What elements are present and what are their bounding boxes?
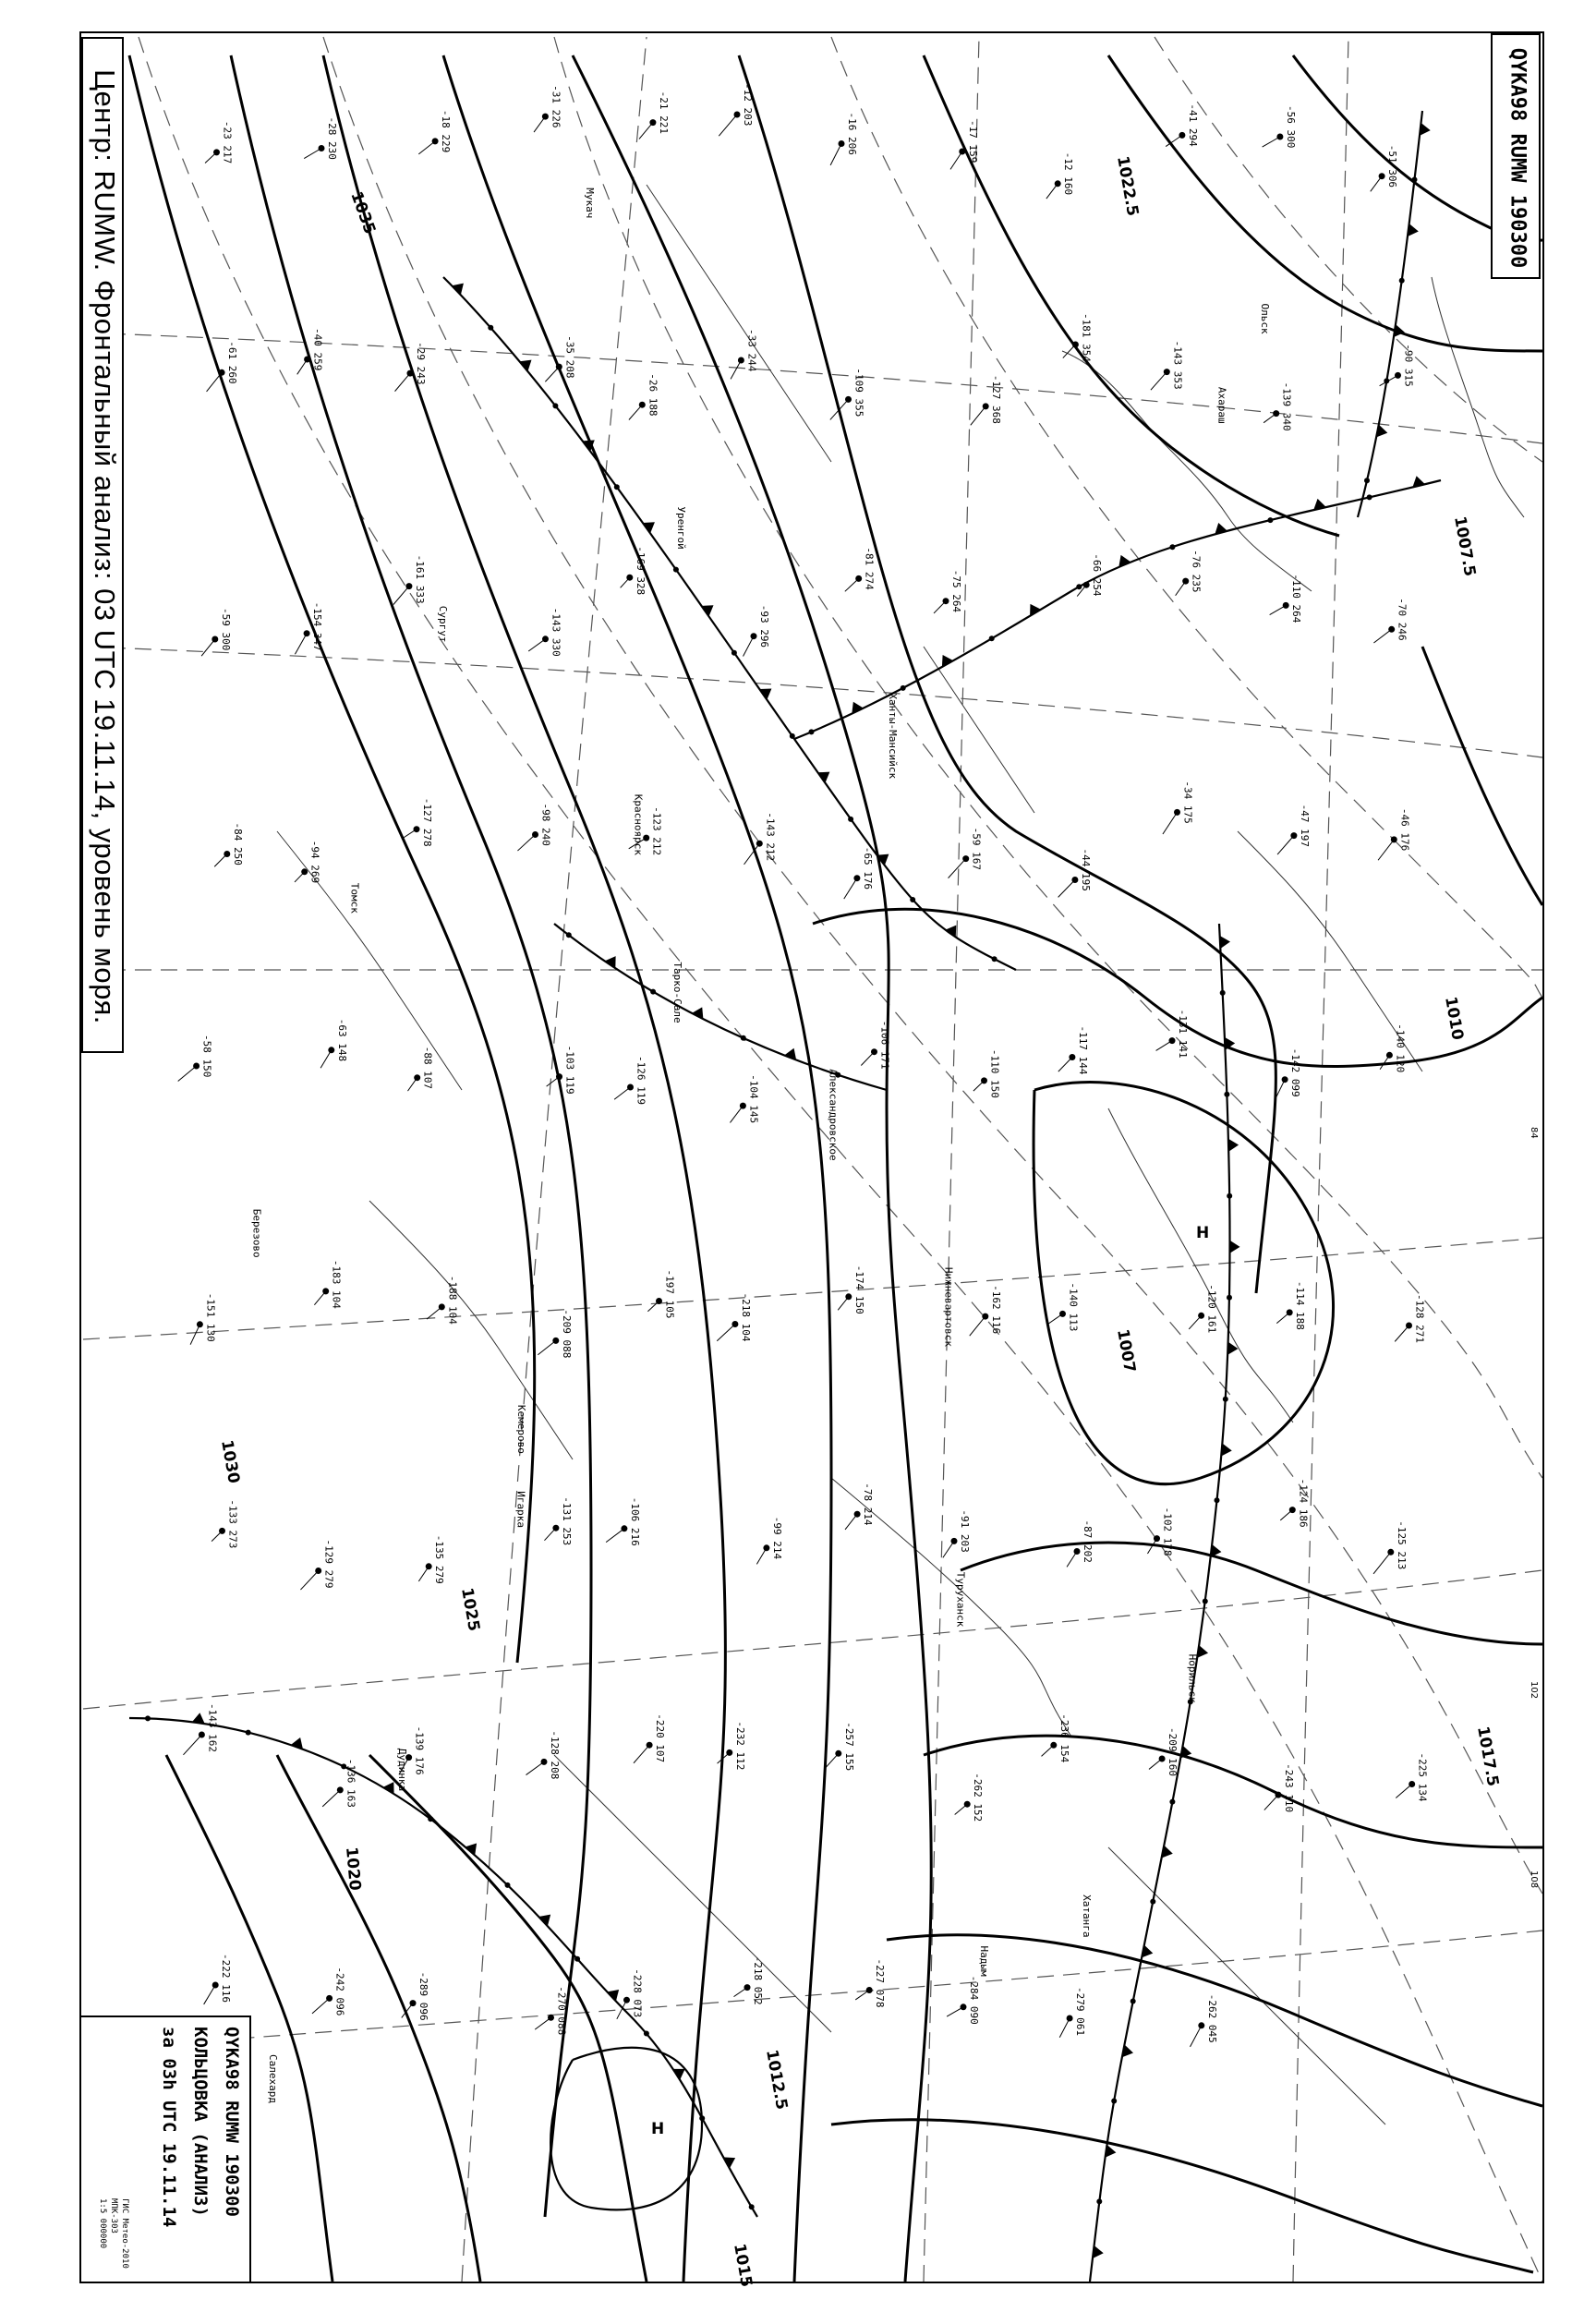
station-value: -284 090 [968,1975,980,2025]
station-value: -143 162 [206,1703,219,1752]
place-name: Уренгой [675,506,687,550]
place-name: Сургут [436,605,449,643]
place-name: Нижневартовск [942,1266,955,1347]
station-value: -99 214 [770,1516,783,1560]
place-name: Салехард [267,2054,279,2103]
station-value: -23 217 [221,120,234,164]
legend-software: ГИС Метео-2010 [120,2198,129,2269]
station-value: -59 300 [219,608,232,651]
isobar-label: 1007 [1113,1327,1139,1374]
station-value: -109 355 [852,368,865,418]
station-value: -242 096 [333,1967,346,2016]
station-value: -125 213 [1395,1520,1408,1570]
bulletin-code: QYKA98 RUMW 190300 [1505,47,1530,269]
station-value: -61 260 [226,341,239,384]
station-value: -18 229 [440,109,453,153]
station-value: -44 195 [1079,848,1092,891]
station-value: -135 279 [433,1534,446,1584]
station-value: -124 186 [1297,1478,1310,1528]
station-value: -120 161 [1205,1284,1218,1334]
station-value: -188 104 [446,1275,459,1325]
station-value: -91 203 [959,1509,971,1553]
station-value: -140 113 [1067,1282,1080,1332]
edge-tick: 84 [1529,1127,1539,1139]
station-value: -12 160 [1062,151,1075,196]
station-value: -66 254 [1091,553,1104,597]
station-value: -151 130 [204,1292,217,1342]
station-value: -128 271 [1413,1294,1426,1343]
station-value: -81 274 [863,547,876,590]
station-value: -12 203 [742,83,754,127]
station-value: -46 176 [1398,807,1411,852]
station-value: -243 110 [1283,1763,1295,1813]
edge-tick: 108 [1529,1870,1539,1889]
station-value: -117 144 [1076,1025,1089,1075]
station-value: -143 212 [764,812,777,862]
station-value: -70 246 [1396,598,1409,641]
isobar-label: 1022.5 [1113,154,1143,218]
station-value: -128 208 [549,1730,561,1780]
station-value: -33 244 [745,329,758,372]
station-value: -225 134 [1416,1752,1429,1802]
place-name: Туруханск [954,1571,967,1628]
isobar-label: 1017.5 [1473,1725,1503,1788]
station-value: -289 096 [417,1971,429,2021]
station-value: -218 052 [752,1955,764,2005]
header-box [1491,33,1541,279]
station-value: -34 175 [1181,781,1194,824]
station-value: -228 073 [631,1968,644,2018]
station-value: -110 264 [1290,574,1303,623]
place-name: Мукач [583,188,596,219]
station-value: -127 278 [421,797,433,847]
isobar-label: 1025 [457,1586,483,1633]
station-value: -41 294 [1186,103,1199,147]
station-value: -65 176 [861,846,874,890]
station-value: -40 259 [311,328,324,371]
isobar-label: 1030 [217,1438,243,1485]
legend-projection: МПК-303 [109,2198,118,2233]
station-value: -131 141 [1177,1009,1189,1059]
place-name: Красноярск [632,793,645,856]
station-value: -181 354 [1080,313,1093,362]
place-name: Тарко-Сале [671,962,683,1023]
place-name: Кемерово [515,1404,527,1454]
place-name: Березово [250,1208,263,1258]
legend-code: QYKA98 RUMW 190300 [222,2027,242,2217]
station-value: -169 328 [634,546,647,596]
station-value: -103 119 [563,1045,576,1095]
station-value: -76 235 [1190,550,1203,593]
title-box [81,37,124,1053]
station-value: -63 148 [335,1018,348,1062]
station-value: -140 120 [1394,1023,1407,1073]
station-value: -136 163 [345,1758,357,1808]
station-value: -220 107 [654,1713,667,1763]
place-name: Хатанга [1081,1894,1094,1938]
station-value: -129 279 [322,1539,335,1589]
station-value: -197 105 [663,1269,676,1319]
station-value: -94 269 [308,840,321,884]
station-value: -51 306 [1386,144,1399,188]
station-value: -21 221 [657,91,670,134]
station-value: -90 315 [1402,344,1415,387]
station-value: -218 104 [739,1292,752,1342]
isobar-label: 1007.5 [1450,514,1480,578]
station-value: -143 353 [1171,340,1184,390]
map-frame [79,31,1544,2283]
station-value: -209 088 [560,1309,573,1359]
station-value: -110 150 [988,1048,1001,1098]
station-value: -236 154 [1058,1713,1070,1763]
station-value: -106 171 [878,1020,891,1070]
legend-analysis: КОЛЬЦОВКА (АНАЛИЗ) [190,2027,211,2217]
isobar-label: 1010 [1441,995,1467,1042]
station-value: -17 159 [966,120,979,163]
station-value: -126 119 [635,1056,647,1105]
station-value: -84 250 [231,822,244,866]
station-value: -102 178 [1161,1507,1174,1556]
station-value: -31 226 [550,85,562,128]
station-value: -47 197 [1298,804,1311,847]
isobar-label: 1035 [346,188,380,237]
place-name: Игарка [514,1491,527,1529]
station-value: -106 216 [628,1496,641,1546]
station-value: -142 099 [1289,1047,1302,1097]
station-value: -161 333 [413,554,426,604]
station-value: -29 243 [415,342,427,385]
place-name: Ахараш [1215,386,1228,424]
pressure-center-icon: Н [1196,1224,1210,1242]
station-value: -114 188 [1294,1280,1307,1330]
station-value: -262 045 [1205,1993,1218,2043]
station-value: -123 212 [650,806,663,856]
station-value: -143 330 [550,607,562,657]
station-value: -232 112 [733,1721,746,1771]
station-value: -139 176 [413,1725,426,1775]
isobar-label: 1020 [342,1846,365,1892]
place-name: Дудинка [395,1748,408,1792]
station-value: -174 150 [852,1265,865,1314]
station-value: -183 104 [330,1259,343,1309]
station-value: -154 347 [311,601,324,651]
station-value: -257 155 [842,1722,855,1772]
station-value: -35 208 [563,335,576,379]
station-value: -127 368 [990,374,1003,424]
station-value: -88 107 [421,1046,434,1090]
station-value: -58 150 [200,1035,213,1078]
station-value: -131 253 [560,1496,573,1546]
station-value: -279 061 [1074,1987,1087,2036]
station-value: -56 300 [1284,105,1297,149]
station-value: -75 264 [950,569,962,613]
place-name: Ольск [1259,303,1272,334]
station-value: -98 240 [539,803,552,846]
edge-tick: 102 [1529,1681,1539,1700]
place-name: Александровское [827,1069,840,1161]
station-value: -28 230 [326,116,338,160]
station-value: -222 116 [220,1954,233,2003]
station-value: -87 202 [1082,1519,1094,1563]
legend-scale: 1:5 000000 [98,2198,107,2249]
pressure-center-icon: Н [651,2120,665,2138]
isobar-label: 1012.5 [762,2048,792,2112]
station-value: -59 167 [970,827,983,870]
place-name: Ханты-Мансийск [887,693,900,780]
place-name: Надым [977,1945,990,1977]
page-title: Центр: RUMW. Фронтальный анализ: 03 UTC 19.11.14, уровень моря. [89,69,121,1024]
station-value: -227 078 [874,1958,887,2008]
station-value: -104 145 [747,1074,760,1124]
station-value: -139 340 [1280,381,1293,431]
station-value: -133 273 [226,1499,239,1549]
station-value: -26 188 [647,373,659,417]
place-name: Томск [348,882,361,914]
legend-time: за 03h UTC 19.11.14 [159,2027,179,2228]
station-value: -270 088 [555,1986,568,2036]
place-name: Норильск [1186,1653,1199,1703]
station-value: -209 160 [1167,1727,1179,1776]
station-value: -162 116 [989,1285,1002,1335]
station-value: -16 206 [846,112,858,155]
legend-box [79,2016,251,2283]
isobar-label: 1015 [730,2242,756,2289]
station-value: -93 296 [758,604,770,648]
station-value: -78 214 [862,1483,875,1526]
station-value: -262 152 [972,1773,985,1822]
